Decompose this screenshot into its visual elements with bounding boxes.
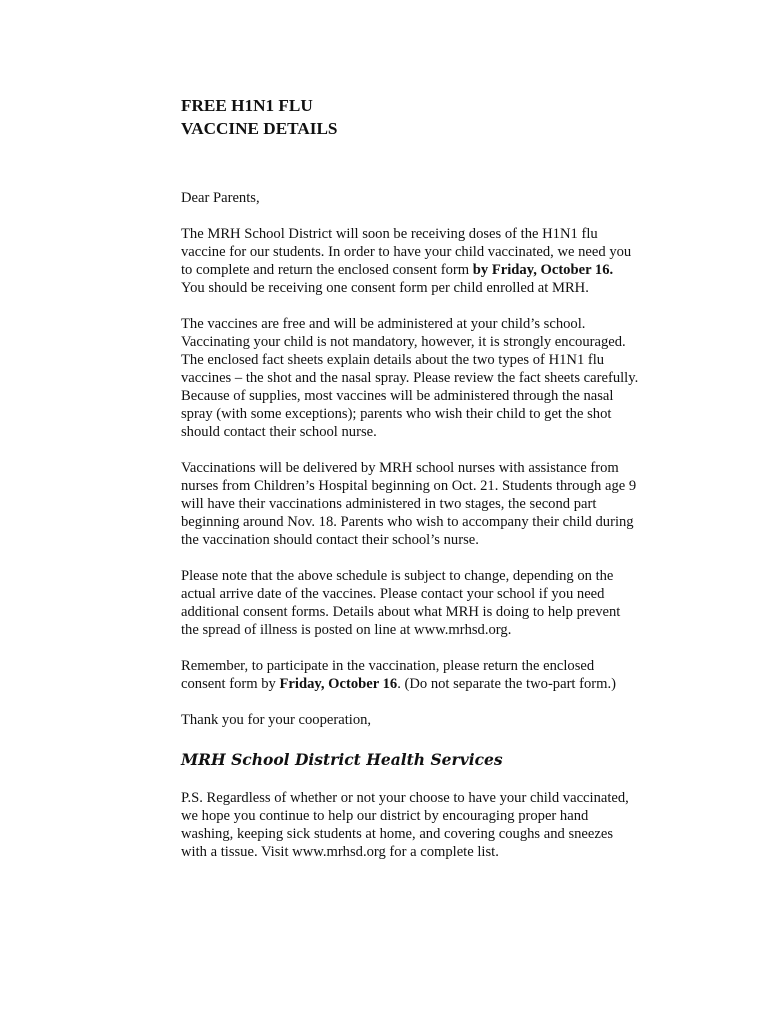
signature: MRH School District Health Services — [181, 750, 503, 769]
paragraph-reminder — [181, 657, 701, 693]
letter-body — [181, 189, 701, 879]
text-segment: consent form by — [181, 676, 280, 692]
text-line: Remember, to participate in the vaccination, please return the enclosed — [181, 658, 595, 674]
text-line: Please note that the above schedule is subject to change, depending on the — [181, 568, 614, 584]
text-line: should contact their school nurse. — [181, 424, 377, 440]
text-segment: to complete and return the enclosed consent form — [181, 262, 473, 278]
text-line: vaccine for our students. In order to have your child vaccinated, we need you — [181, 244, 632, 260]
text-line: will have their vaccinations administered in two stages, the second part — [181, 496, 597, 512]
text-line: we hope you continue to help our district by encouraging proper hand — [181, 808, 589, 824]
text-line: The vaccines are free and will be administered at your child’s school. — [181, 316, 586, 332]
greeting: Dear Parents, — [181, 190, 260, 206]
deadline-emphasis: by Friday, October 16. — [472, 262, 614, 278]
text-line: You should be receiving one consent form per child enrolled at MRH. — [181, 280, 589, 296]
text-line: actual arrive date of the vaccines. Please contact your school if you need — [181, 586, 605, 602]
paragraph-consent-form — [181, 225, 701, 297]
title-line-2: VACCINE DETAILS — [181, 119, 338, 138]
text-line: vaccines – the shot and the nasal spray. Please review the fact sheets carefully. — [181, 370, 639, 386]
text-line — [181, 261, 701, 279]
text-line: spray (with some exceptions); parents who wish their child to get the shot — [181, 406, 612, 422]
closing: Thank you for your cooperation, — [181, 712, 372, 728]
text-line: nurses from Children’s Hospital beginning on Oct. 21. Students through age 9 — [181, 478, 637, 494]
text-line: The MRH School District will soon be receiving doses of the H1N1 flu — [181, 226, 598, 242]
text-line: Because of supplies, most vaccines will be administered through the nasal — [181, 388, 614, 404]
text-line: the spread of illness is posted on line at www.mrhsd.org. — [181, 622, 512, 638]
text-line: the vaccination should contact their school’s nurse. — [181, 532, 479, 548]
text-line: Vaccinating your child is not mandatory, however, it is strongly encouraged. — [181, 334, 626, 350]
paragraph-schedule-change — [181, 567, 701, 639]
text-line: P.S. Regardless of whether or not your choose to have your child vaccinated, — [181, 790, 629, 806]
paragraph-schedule — [181, 459, 701, 549]
postscript — [181, 789, 701, 861]
deadline-emphasis: Friday, October 16 — [279, 676, 398, 692]
paragraph-vaccines — [181, 315, 701, 441]
text-line: The enclosed fact sheets explain details about the two types of H1N1 flu — [181, 352, 605, 368]
title-line-1: FREE H1N1 FLU — [181, 96, 313, 115]
document-title — [181, 94, 337, 140]
text-line: washing, keeping sick students at home, and covering coughs and sneezes — [181, 826, 614, 842]
text-line: beginning around Nov. 18. Parents who wish to accompany their child during — [181, 514, 634, 530]
text-line: additional consent forms. Details about what MRH is doing to help prevent — [181, 604, 621, 620]
text-segment: . (Do not separate the two-part form.) — [397, 676, 617, 692]
text-line: with a tissue. Visit www.mrhsd.org for a complete list. — [181, 844, 499, 860]
text-line: Vaccinations will be delivered by MRH school nurses with assistance from — [181, 460, 619, 476]
text-line — [181, 675, 701, 693]
